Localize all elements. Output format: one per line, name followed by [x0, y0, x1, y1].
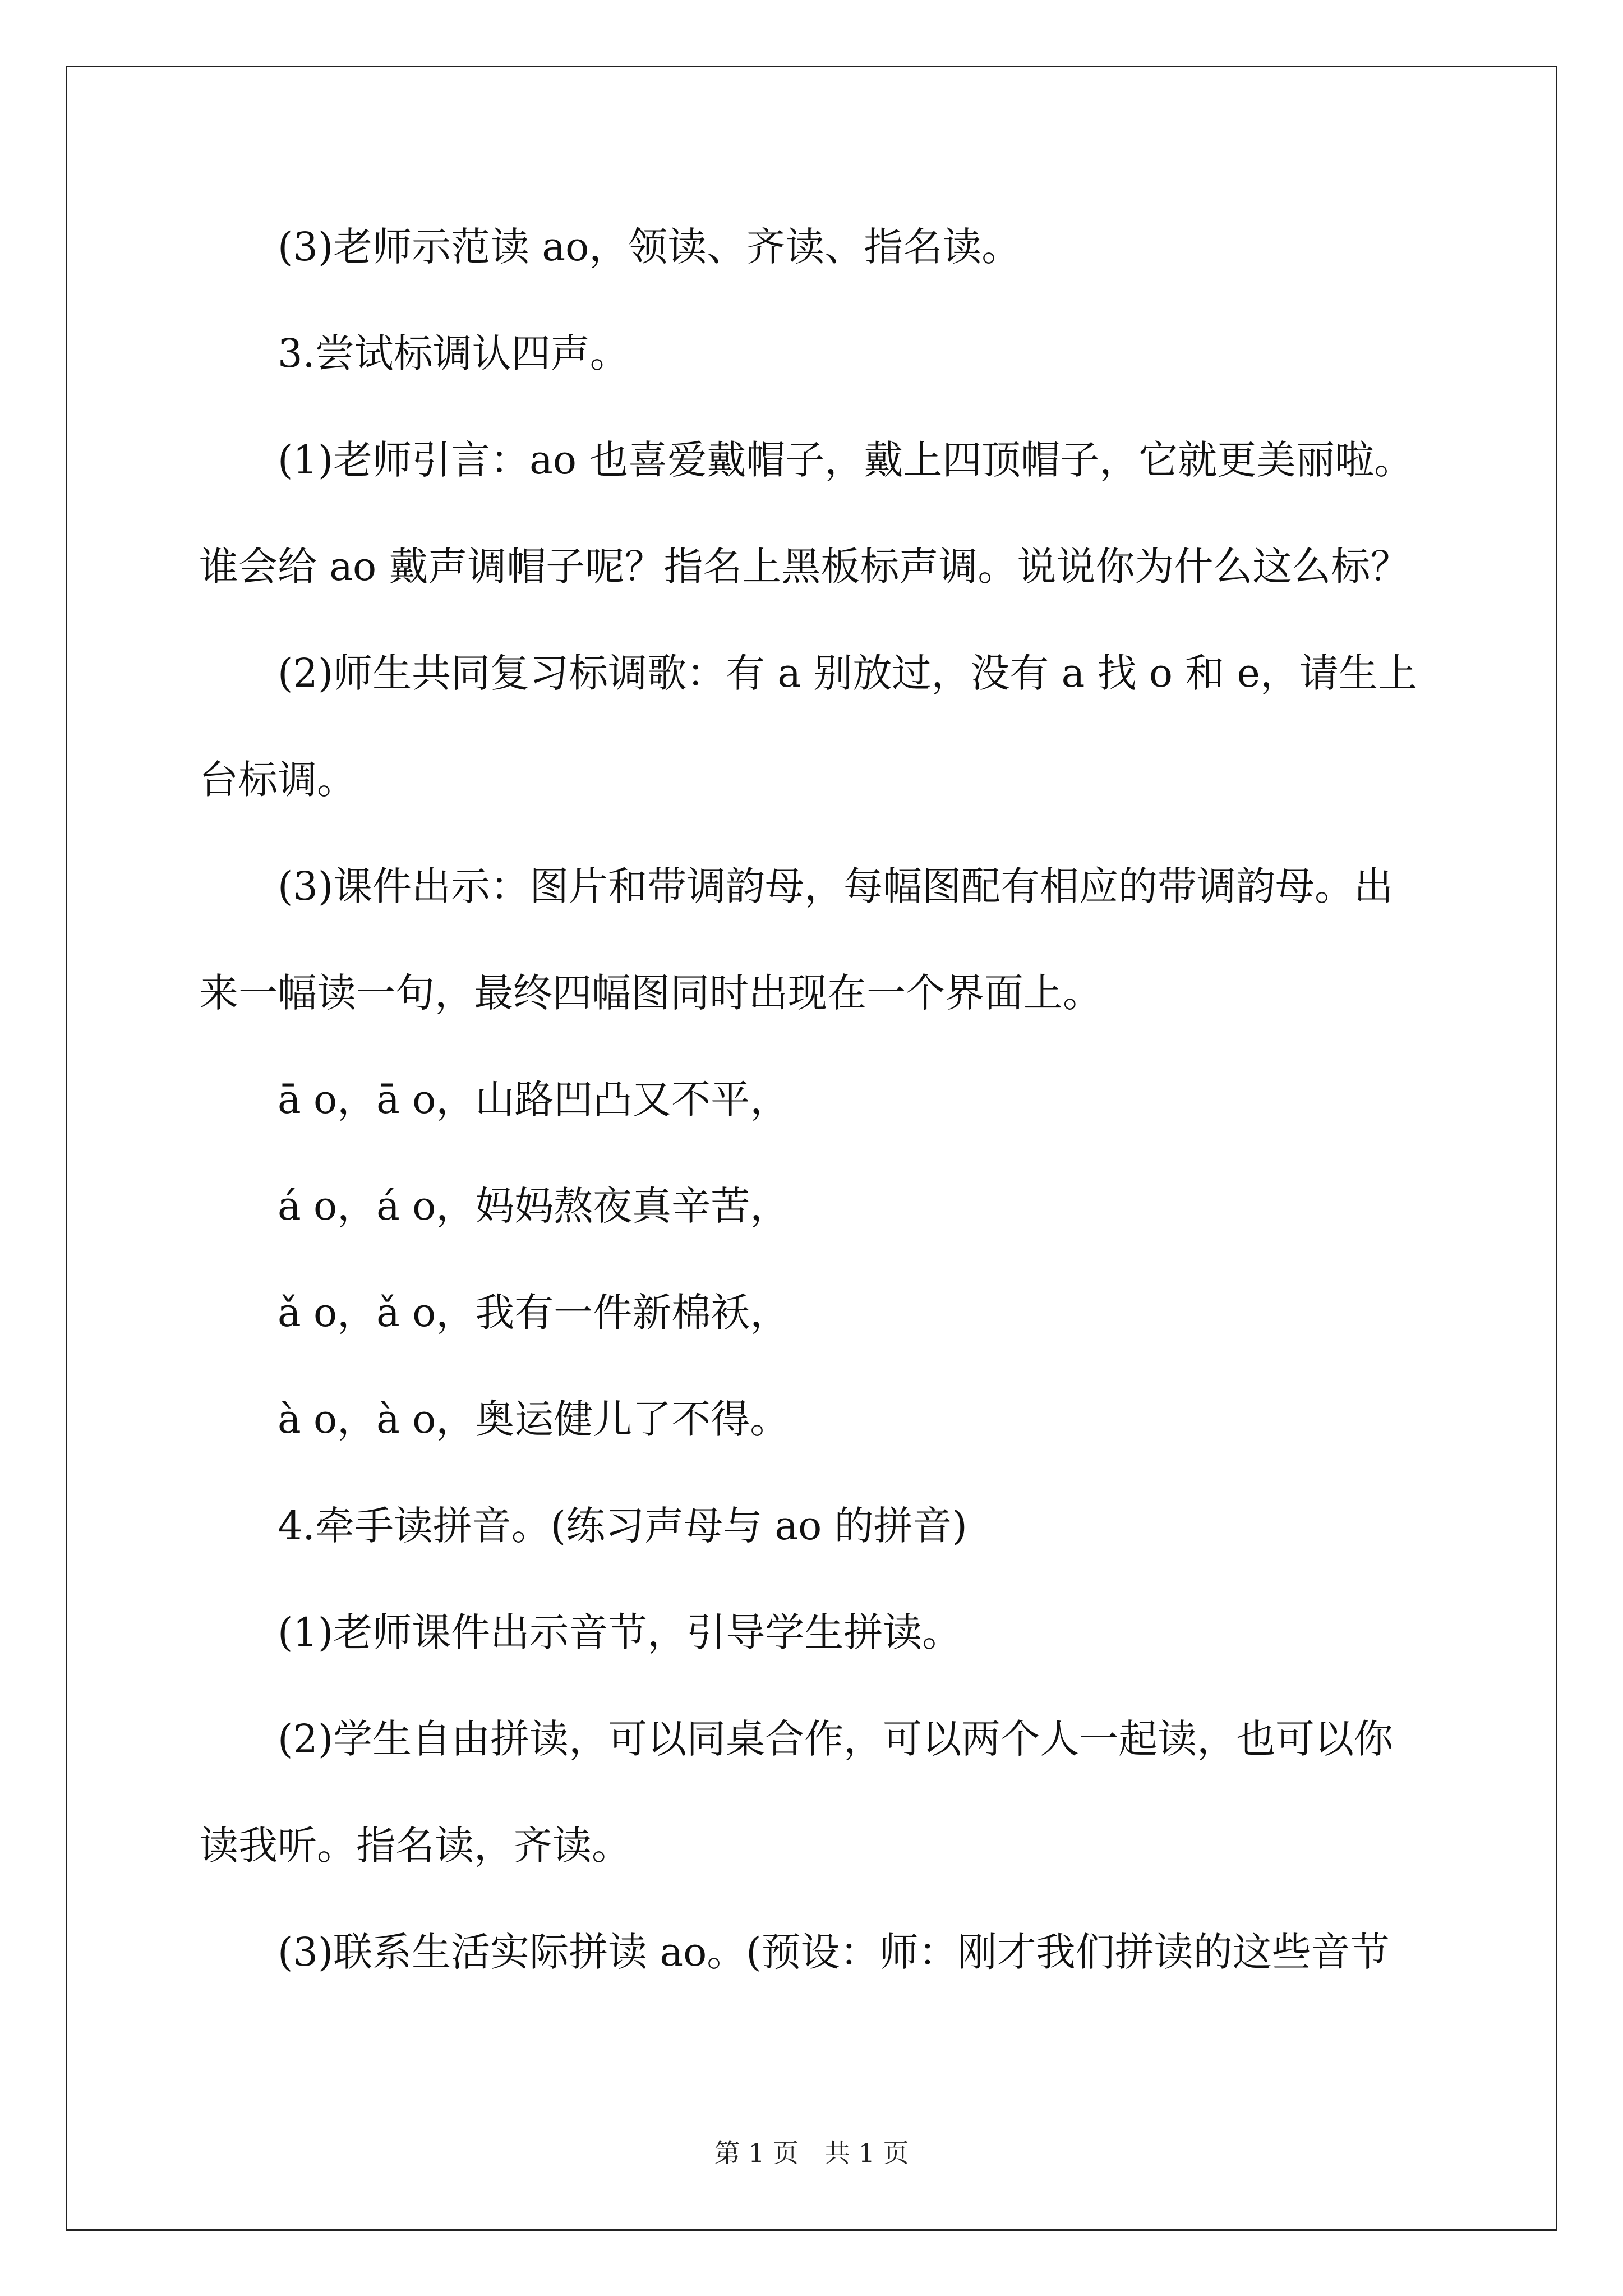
paragraph: [199, 1924, 1450, 1980]
rhyme-line: [199, 1391, 1450, 1447]
text-line: á o，á o，妈妈熬夜真辛苦，: [278, 1183, 790, 1229]
text-line: 3.尝试标调认四声。: [278, 330, 629, 376]
text-line: 4.牵手读拼音。(练习声母与 ao 的拼音): [278, 1503, 967, 1549]
section-heading: [199, 1498, 1450, 1554]
paragraph: [199, 219, 1450, 275]
text-line: 读我听。指名读，齐读。: [199, 1823, 631, 1869]
text-line: (3)老师示范读 ao，领读、齐读、指名读。: [278, 224, 1021, 270]
text-line: (2)师生共同复习标调歌：有 a 别放过，没有 a 找 o 和 e，请生上: [278, 650, 1417, 696]
document-body: [199, 219, 1450, 2031]
text-line: à o，à o，奥运健儿了不得。: [278, 1396, 790, 1442]
paragraph: [199, 858, 1450, 1021]
text-line: ǎ o，ǎ o，我有一件新棉袄，: [278, 1290, 790, 1336]
rhyme-line: [199, 1178, 1450, 1234]
text-line: (2)学生自由拼读，可以同桌合作，可以两个人一起读，也可以你: [278, 1716, 1394, 1762]
text-line: 谁会给 ao 戴声调帽子呢？指名上黑板标声调。说说你为什么这么标？: [199, 544, 1410, 590]
section-heading: [199, 325, 1450, 381]
text-line: (3)联系生活实际拼读 ao。(预设：师：刚才我们拼读的这些音节: [278, 1929, 1390, 1975]
page-number-label: 第 1 页 共 1 页: [714, 2138, 909, 2168]
text-line: ā o，ā o，山路凹凸又不平，: [278, 1076, 790, 1122]
page-footer: [0, 2136, 1623, 2170]
text-line: 来一幅读一句，最终四幅图同时出现在一个界面上。: [199, 970, 1102, 1016]
rhyme-line: [199, 1071, 1450, 1128]
text-line: (3)课件出示：图片和带调韵母，每幅图配有相应的带调韵母。出: [278, 863, 1394, 909]
paragraph: [199, 1604, 1450, 1660]
text-line: (1)老师引言：ao 也喜爱戴帽子，戴上四顶帽子，它就更美丽啦。: [278, 437, 1414, 483]
paragraph: [199, 432, 1450, 595]
paragraph: [199, 1711, 1450, 1874]
paragraph: [199, 645, 1450, 808]
rhyme-line: [199, 1285, 1450, 1341]
text-line: 台标调。: [199, 757, 356, 803]
text-line: (1)老师课件出示音节，引导学生拼读。: [278, 1609, 962, 1655]
